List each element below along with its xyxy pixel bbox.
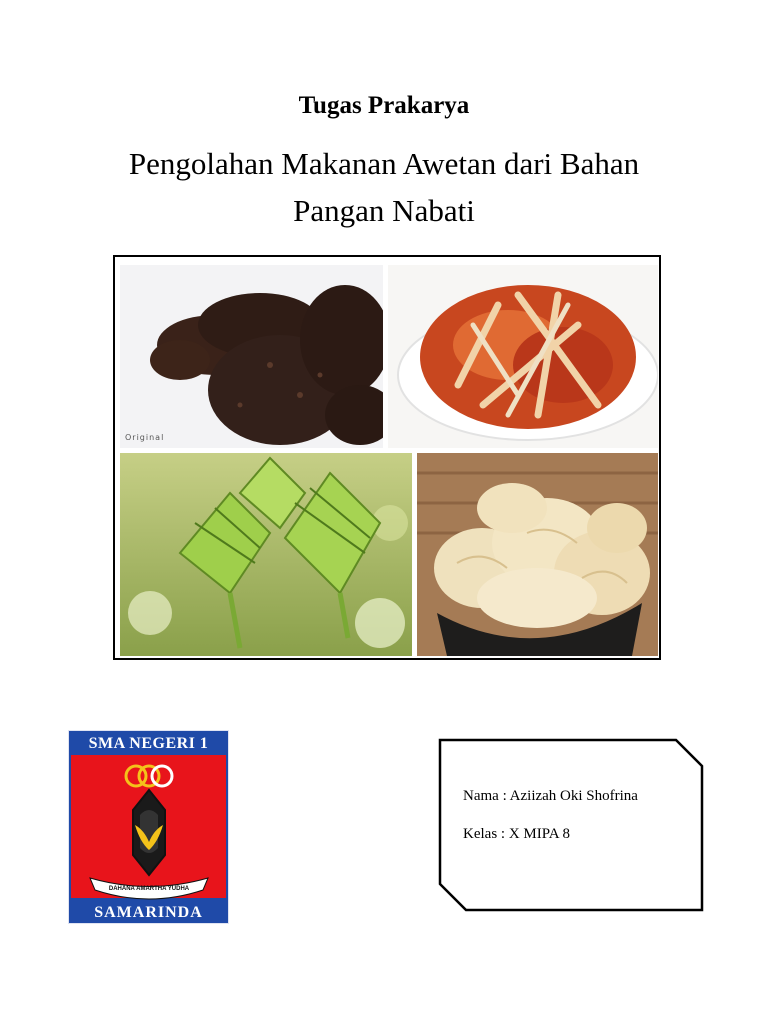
photo-chocolate-chips bbox=[120, 265, 383, 448]
school-logo bbox=[68, 730, 229, 924]
food-photo-collage bbox=[113, 255, 661, 660]
watermark-original: Original bbox=[125, 433, 165, 442]
subtitle-line-1: Pengolahan Makanan Awetan dari Bahan bbox=[128, 146, 640, 181]
logo-school-name: SMA NEGERI 1 bbox=[88, 735, 209, 752]
page-title: Tugas Prakarya bbox=[298, 92, 470, 119]
logo-city: SAMARINDA bbox=[94, 904, 203, 921]
logo-motto: DAHANA AMARTHA YUDHA bbox=[108, 886, 190, 892]
student-name: Nama : Aziizah Oki Shofrina bbox=[463, 788, 638, 804]
student-info-box bbox=[438, 738, 704, 912]
student-class: Kelas : X MIPA 8 bbox=[463, 826, 570, 842]
subtitle-line-2: Pangan Nabati bbox=[293, 193, 475, 228]
page-subtitle bbox=[84, 140, 684, 234]
photo-cassava-chips bbox=[417, 453, 658, 656]
photo-kimchi bbox=[388, 265, 658, 448]
photo-ketupat bbox=[120, 453, 412, 656]
